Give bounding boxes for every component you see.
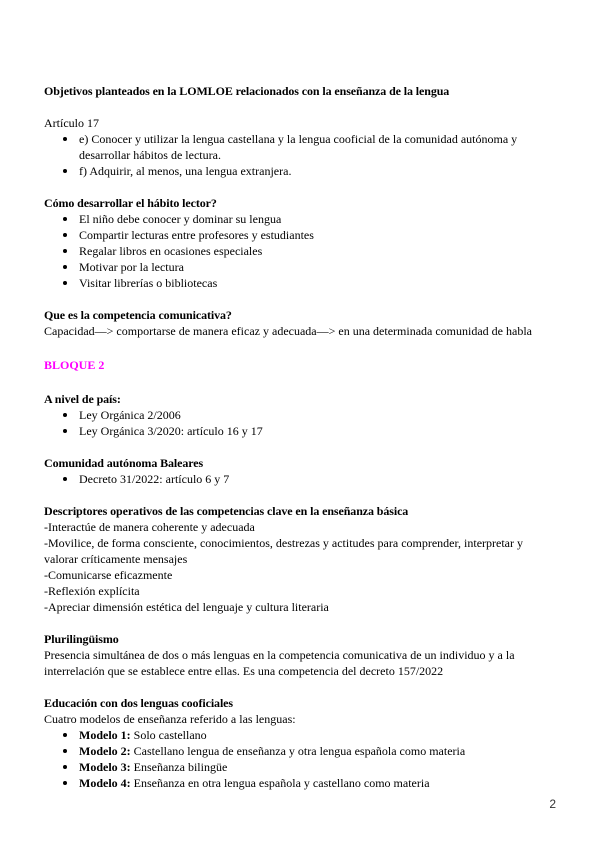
models-list: [44, 727, 556, 791]
co-official-languages-heading: Educación con dos lenguas cooficiales: [44, 696, 233, 710]
list-item: Motivar por la lectura: [44, 259, 556, 275]
list-item: Ley Orgánica 2/2006: [44, 407, 556, 423]
model-text: Enseñanza bilingüe: [130, 760, 228, 774]
model-text: Enseñanza en otra lengua española y castellano como materia: [130, 776, 430, 790]
list-item: [44, 727, 556, 743]
plurilingualism-text: Presencia simultánea de dos o más lenguas en la competencia comunicativa de un individuo y a la interrelación que se establece entre ellas. Es una competencia del decreto 157/2022: [44, 648, 515, 678]
descriptor-line: -Reflexión explícita: [44, 584, 140, 598]
list-item: Compartir lecturas entre profesores y estudiantes: [44, 227, 556, 243]
list-item: [44, 743, 556, 759]
bloque-heading: BLOQUE 2: [44, 358, 105, 372]
list-item: [44, 775, 556, 791]
reading-habit-heading: Cómo desarrollar el hábito lector?: [44, 196, 217, 210]
models-intro: Cuatro modelos de enseñanza referido a las lenguas:: [44, 712, 296, 726]
article-label: Artículo 17: [44, 116, 99, 130]
page-content: [44, 83, 556, 791]
model-label: Modelo 3:: [79, 760, 131, 774]
descriptor-line: -Comunicarse eficazmente: [44, 568, 173, 582]
list-item: Visitar librerías o bibliotecas: [44, 275, 556, 291]
list-item: Regalar libros en ocasiones especiales: [44, 243, 556, 259]
reading-habit-list: [44, 211, 556, 291]
country-level-list: [44, 407, 556, 439]
baleares-heading: Comunidad autónoma Baleares: [44, 456, 204, 470]
communicative-competence-text: Capacidad—> comportarse de manera eficaz y adecuada—> en una determinada comunidad de habla: [44, 324, 532, 338]
model-label: Modelo 1:: [79, 728, 131, 742]
list-item: Ley Orgánica 3/2020: artículo 16 y 17: [44, 423, 556, 439]
list-item: e) Conocer y utilizar la lengua castellana y la lengua cooficial de la comunidad autónoma y desarrollar hábitos de lectura.: [44, 131, 556, 163]
model-label: Modelo 2:: [79, 744, 131, 758]
model-label: Modelo 4:: [79, 776, 131, 790]
model-text: Solo castellano: [130, 728, 207, 742]
communicative-competence-heading: Que es la competencia comunicativa?: [44, 308, 232, 322]
list-item: Decreto 31/2022: artículo 6 y 7: [44, 471, 556, 487]
descriptor-line: -Interactúe de manera coherente y adecuada: [44, 520, 255, 534]
baleares-list: [44, 471, 556, 487]
country-level-heading: A nivel de país:: [44, 392, 121, 406]
lomloe-objectives-heading: Objetivos planteados en la LOMLOE relacionados con la enseñanza de la lengua: [44, 84, 450, 98]
list-item: f) Adquirir, al menos, una lengua extranjera.: [44, 163, 556, 179]
model-text: Castellano lengua de enseñanza y otra lengua española como materia: [130, 744, 466, 758]
plurilingualism-heading: Plurilingüismo: [44, 632, 119, 646]
list-item: El niño debe conocer y dominar su lengua: [44, 211, 556, 227]
descriptor-line: -Movilice, de forma consciente, conocimientos, destrezas y actitudes para comprender, interpretar y valorar críticamente mensajes: [44, 536, 523, 566]
descriptors-heading: Descriptores operativos de las competencias clave en la enseñanza básica: [44, 504, 409, 518]
list-item: [44, 759, 556, 775]
page-number: 2: [549, 797, 556, 811]
lomloe-objectives-list: [44, 131, 556, 179]
descriptor-line: -Apreciar dimensión estética del lenguaje y cultura literaria: [44, 600, 329, 614]
